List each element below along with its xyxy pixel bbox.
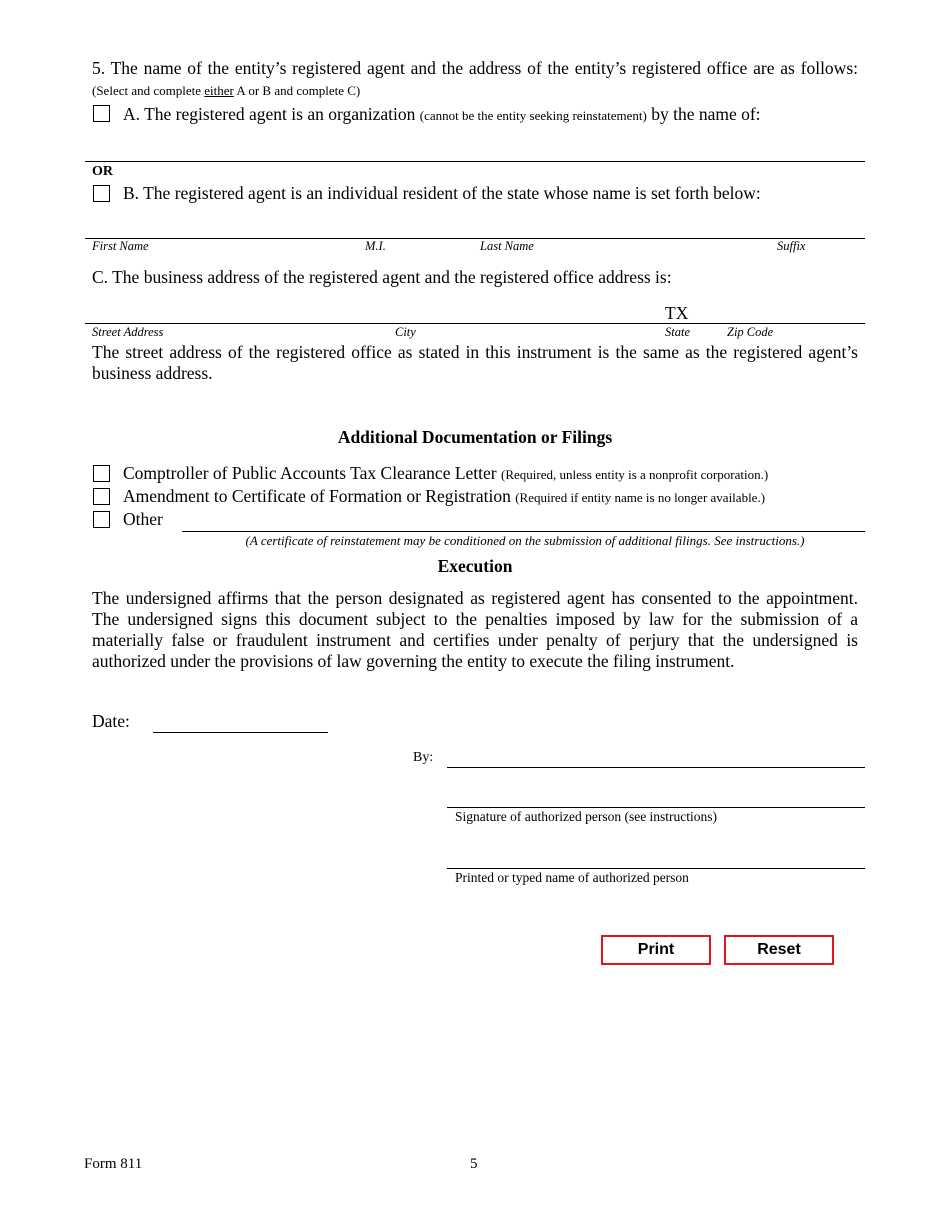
or-label: OR <box>92 164 113 179</box>
form-number: Form 811 <box>84 1156 143 1172</box>
same-address-text: The street address of the registered office as stated in this instrument is the same as the registered agent’s business address. <box>92 342 858 383</box>
other-input[interactable] <box>182 510 865 530</box>
execution-heading: Execution <box>437 556 513 576</box>
additional-footnote: (A certificate of reinstatement may be conditioned on the submission of additional filings. See instructions.) <box>245 533 805 548</box>
option-a-label: A. The registered agent is an organization (cannot be the entity seeking reinstatement) by the name of: <box>123 104 761 124</box>
zip-code-caption: Zip Code <box>727 325 774 339</box>
tax-clearance-label: Comptroller of Public Accounts Tax Clearance Letter (Required, unless entity is a nonprofit corporation.) <box>123 463 769 483</box>
print-button[interactable]: Print <box>601 935 711 965</box>
other-label: Other <box>123 509 163 529</box>
amendment-checkbox[interactable] <box>93 488 110 505</box>
first-name-input[interactable] <box>85 217 355 237</box>
state-value[interactable]: TX <box>665 303 689 323</box>
reset-button[interactable]: Reset <box>724 935 834 965</box>
last-name-input[interactable] <box>475 217 770 237</box>
zip-code-input[interactable] <box>722 302 865 322</box>
by-label: By: <box>413 750 434 765</box>
amendment-label: Amendment to Certificate of Formation or Registration (Required if entity name is no longer available.) <box>123 486 766 506</box>
by-input[interactable] <box>447 746 865 766</box>
printed-name-line <box>447 868 865 869</box>
date-label: Date: <box>92 711 130 731</box>
state-caption: State <box>665 325 690 339</box>
last-name-caption: Last Name <box>480 239 534 253</box>
option-c-label: C. The business address of the registered agent and the registered office address is: <box>92 267 672 287</box>
printed-name-input[interactable] <box>447 847 865 867</box>
other-checkbox[interactable] <box>93 511 110 528</box>
first-name-caption: First Name <box>92 239 149 253</box>
printed-name-caption: Printed or typed name of authorized person <box>455 870 689 885</box>
suffix-caption: Suffix <box>777 239 806 253</box>
city-input[interactable] <box>390 302 655 322</box>
page-number: 5 <box>470 1156 478 1172</box>
organization-name-input[interactable] <box>85 140 865 160</box>
section-instruction: (Select and complete either A or B and complete C) <box>92 83 361 98</box>
suffix-input[interactable] <box>775 217 865 237</box>
agent-name-line <box>85 238 865 239</box>
section-5-intro <box>92 58 858 101</box>
other-line <box>182 531 865 532</box>
street-address-input[interactable] <box>85 302 385 322</box>
mi-caption: M.I. <box>365 239 386 253</box>
tax-clearance-checkbox[interactable] <box>93 465 110 482</box>
option-b-checkbox[interactable] <box>93 185 110 202</box>
organization-name-line <box>85 161 865 162</box>
signature-line <box>447 807 865 808</box>
mi-input[interactable] <box>360 217 470 237</box>
city-caption: City <box>395 325 416 339</box>
option-b-label: B. The registered agent is an individual resident of the state whose name is set forth below: <box>123 183 761 203</box>
additional-docs-heading: Additional Documentation or Filings <box>337 427 613 447</box>
address-line <box>85 323 865 324</box>
date-line <box>153 732 328 733</box>
section-number: 5. <box>92 58 106 78</box>
by-line <box>447 767 865 768</box>
option-a-checkbox[interactable] <box>93 105 110 122</box>
execution-body: The undersigned affirms that the person designated as registered agent has consented to the appointment. The undersigned signs this document subject to the penalties imposed by law for the submission of a materially false or fraudulent instrument and certifies under penalty of perjury that the undersigned is authorized under the provisions of law governing the entity to execute the filing instrument. <box>92 588 858 671</box>
section-intro-text: The name of the entity’s registered agent and the address of the entity’s registered office are as follows: <box>110 58 858 78</box>
date-input[interactable] <box>153 711 328 731</box>
signature-caption: Signature of authorized person (see instructions) <box>455 809 718 824</box>
signature-input[interactable] <box>447 786 865 806</box>
street-address-caption: Street Address <box>92 325 164 339</box>
